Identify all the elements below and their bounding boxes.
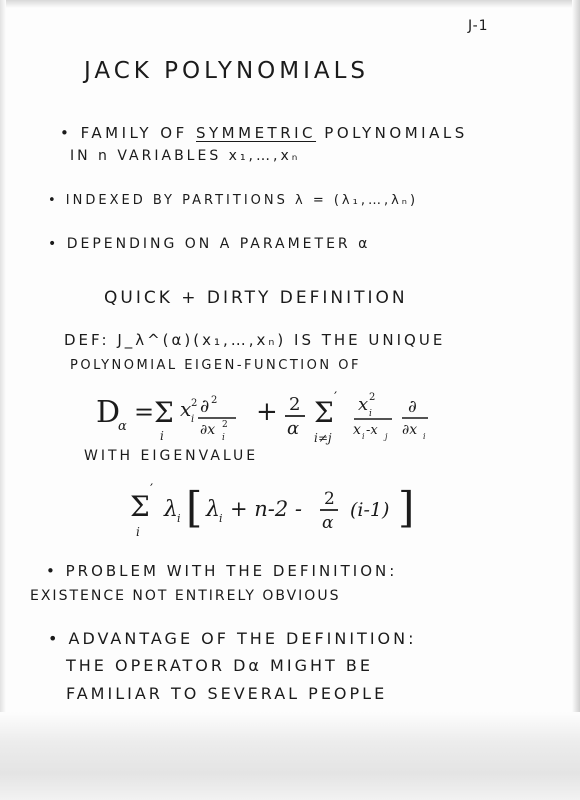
op-term2-num-sub: i: [369, 409, 372, 419]
ev-sum-prime: ′: [150, 482, 154, 498]
op-lhs-sub: α: [118, 419, 127, 434]
ev-sum: Σ: [130, 490, 150, 523]
ev-frac-num: 2: [324, 489, 335, 509]
page-top-edge: [0, 0, 580, 8]
bullet-family-underlined: SYMMETRIC: [196, 124, 317, 142]
op-equals: =: [134, 398, 155, 426]
bullet-family-line1: [60, 124, 468, 142]
op-sum2: Σ: [314, 396, 334, 429]
op-partial-den-sup: 2: [222, 420, 228, 430]
op-partial2-num: ∂: [408, 397, 417, 417]
op-term1-x-sub: i: [191, 414, 195, 425]
op-sum2-prime: ′: [334, 390, 338, 406]
bullet-family-line2: IN n VARIABLES x₁,…,xₙ: [70, 148, 301, 164]
bullet-indexed: • INDEXED BY PARTITIONS λ = (λ₁,…,λₙ): [48, 193, 419, 208]
op-partial-num: ∂: [200, 396, 210, 417]
ev-bracket-close: ]: [398, 483, 415, 532]
advantage-line1: • ADVANTAGE OF THE DEFINITION:: [48, 629, 417, 648]
op-term2-den-sub2: j: [385, 432, 388, 441]
op-partial2-den: ∂x: [402, 422, 418, 438]
bullet-parameter: • DEPENDING ON A PARAMETER α: [48, 236, 371, 252]
op-sum1: Σ: [154, 396, 174, 429]
problem-line1: • PROBLEM WITH THE DEFINITION:: [46, 562, 398, 580]
ev-inner-rest: + n-2 -: [230, 497, 303, 521]
ev-bracket-open: [: [186, 483, 203, 532]
advantage-line3: FAMILIAR TO SEVERAL PEOPLE: [66, 684, 388, 703]
op-frac-num: 2: [289, 394, 301, 415]
bullet-family-post: POLYNOMIALS: [316, 124, 468, 142]
op-term1-x-sup: 2: [191, 398, 198, 409]
with-eigenvalue-label: WITH EIGENVALUE: [84, 448, 259, 464]
op-plus: +: [256, 397, 278, 427]
op-term2-den-sub1: i: [362, 432, 365, 441]
op-term2-num: x: [358, 394, 369, 415]
bullet-family-pre: • FAMILY OF: [60, 124, 196, 142]
page-left-edge: [0, 0, 6, 800]
op-frac-den: α: [287, 418, 300, 439]
scan-bottom-shadow: [0, 712, 580, 800]
op-lhs: D: [96, 395, 121, 430]
op-sum1-index: i: [160, 429, 164, 443]
page-number: J-1: [468, 18, 489, 34]
op-partial-den-sub: i: [222, 433, 225, 443]
definition-line2: POLYNOMIAL EIGEN-FUNCTION OF: [70, 358, 361, 373]
op-term2-den-mid: -x: [366, 423, 378, 438]
eigenvalue-equation: [130, 476, 460, 542]
op-partial-num-sup: 2: [211, 395, 218, 406]
ev-inner-sub: i: [219, 512, 223, 525]
page-title: JACK POLYNOMIALS: [84, 58, 370, 84]
op-partial2-den-sub: i: [423, 432, 426, 441]
section-subtitle: QUICK + DIRTY DEFINITION: [104, 288, 408, 308]
problem-line2: EXISTENCE NOT ENTIRELY OBVIOUS: [30, 588, 341, 604]
operator-equation: [96, 386, 476, 450]
op-term2-den: x: [353, 422, 361, 438]
ev-frac-den: α: [322, 513, 334, 533]
ev-tail: (i-1): [350, 499, 390, 521]
op-partial-den: ∂x: [200, 422, 216, 438]
op-sum2-index: i≠j: [314, 431, 332, 445]
op-term2-num-sup: 2: [369, 392, 376, 403]
op-term1-x: x: [180, 397, 192, 421]
page-right-edge: [572, 0, 580, 800]
advantage-line2: THE OPERATOR Dα MIGHT BE: [66, 656, 373, 675]
ev-sum-index: i: [136, 525, 140, 539]
ev-lambda-sub: i: [177, 512, 181, 525]
definition-line1: DEF: J_λ^(α)(x₁,…,xₙ) IS THE UNIQUE: [64, 331, 446, 349]
ev-lambda: λ: [164, 497, 178, 522]
ev-inner-lambda: λ: [206, 497, 220, 522]
